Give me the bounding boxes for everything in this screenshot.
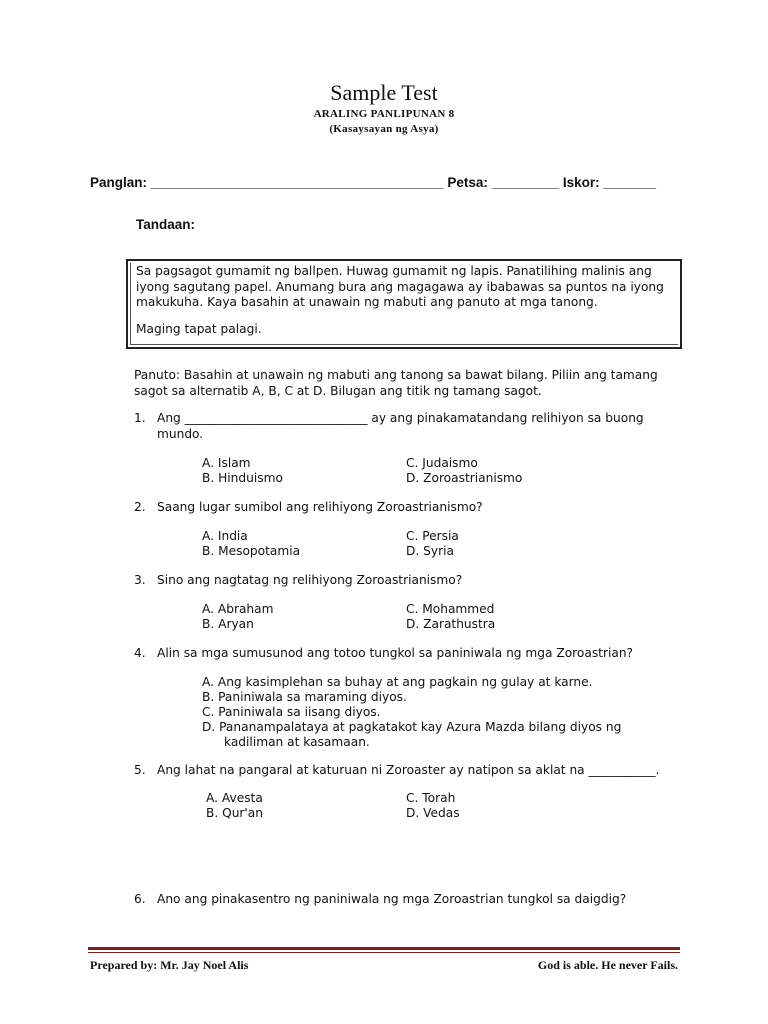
question-number: 3. xyxy=(134,573,146,587)
choice-b: B. Mesopotamia xyxy=(202,544,301,558)
name-date-score-line: Panglan: _______________________________________ Petsa: _________ Iskor: _______ xyxy=(90,175,656,190)
question-text: Ano ang pinakasentro ng paniniwala ng mga Zoroastrian tungkol sa daigdig? xyxy=(157,892,627,906)
choice-d: D. Zarathustra xyxy=(406,617,496,631)
choice-d: D. Pananampalataya at pagkatakot kay Azura Mazda bilang diyos ng xyxy=(202,720,622,734)
question-number: 5. xyxy=(134,763,146,777)
choice-c: C. Judaismo xyxy=(406,456,478,470)
subject-heading: ARALING PANLIPUNAN 8 xyxy=(313,108,455,120)
question-number: 6. xyxy=(134,892,146,906)
question-number: 4. xyxy=(134,646,146,660)
choice-b: B. Aryan xyxy=(202,617,254,631)
choice-c: C. Persia xyxy=(406,529,459,543)
footer-motto: God is able. He never Fails. xyxy=(537,958,678,972)
topic-heading: (Kasaysayan ng Asya) xyxy=(329,123,439,135)
honesty-reminder: Maging tapat palagi. xyxy=(136,321,262,336)
choice-d: D. Vedas xyxy=(406,806,460,820)
choice-a: A. Avesta xyxy=(206,791,263,805)
footer-rule-thin xyxy=(88,952,680,953)
instructions-paragraph: Sa pagsagot gumamit ng ballpen. Huwag gumamit ng lapis. Panatilihing malinis ang iyong sagutang papel. Anumang bura ang magagawa ay ibabawas sa puntos na iyong makukuha. Kaya basahin at unawain ng mabuti ang panuto at mga tanong. xyxy=(136,264,664,309)
question-text: Ang lahat na pangaral at katuruan ni Zoroaster ay natipon sa aklat na ___________. xyxy=(157,763,660,777)
choice-d: D. Syria xyxy=(406,544,454,558)
document-title: Sample Test xyxy=(330,80,438,105)
choice-d-continuation: kadiliman at kasamaan. xyxy=(224,735,370,749)
question-text: Ang ______________________________ ay ang pinakamatandang relihiyon sa buong mundo. xyxy=(157,411,644,441)
question-text: Sino ang nagtatag ng relihiyong Zoroastrianismo? xyxy=(157,573,463,587)
question-text: Alin sa mga sumusunod ang totoo tungkol sa paniniwala ng mga Zoroastrian? xyxy=(157,646,634,660)
choice-c: C. Torah xyxy=(406,791,456,805)
choice-a: A. India xyxy=(202,529,248,543)
footer-rule-thick xyxy=(88,947,680,950)
choice-c: C. Paniniwala sa iisang diyos. xyxy=(202,705,381,719)
question-number: 2. xyxy=(134,500,146,514)
choice-a: A. Ang kasimplehan sa buhay at ang pagkain ng gulay at karne. xyxy=(202,675,593,689)
choice-b: B. Qur'an xyxy=(206,806,263,820)
instructions-text xyxy=(136,264,666,348)
choice-a: A. Abraham xyxy=(202,602,274,616)
tandaan-label: Tandaan: xyxy=(136,217,196,232)
choice-b: B. Paniniwala sa maraming diyos. xyxy=(202,690,407,704)
choice-c: C. Mohammed xyxy=(406,602,495,616)
instructions-box xyxy=(126,259,682,349)
choice-a: A. Islam xyxy=(202,456,251,470)
panuto-directions: Panuto: Basahin at unawain ng mabuti ang tanong sa bawat bilang. Piliin ang tamang sagot sa alternatib A, B, C at D. Bilugan ang titik ng tamang sagot. xyxy=(134,368,658,398)
prepared-by: Prepared by: Mr. Jay Noel Alis xyxy=(90,958,249,972)
question-text: Saang lugar sumibol ang relihiyong Zoroastrianismo? xyxy=(157,500,483,514)
choice-b: B. Hinduismo xyxy=(202,471,283,485)
choice-d: D. Zoroastrianismo xyxy=(406,471,523,485)
question-number: 1. xyxy=(134,411,146,425)
